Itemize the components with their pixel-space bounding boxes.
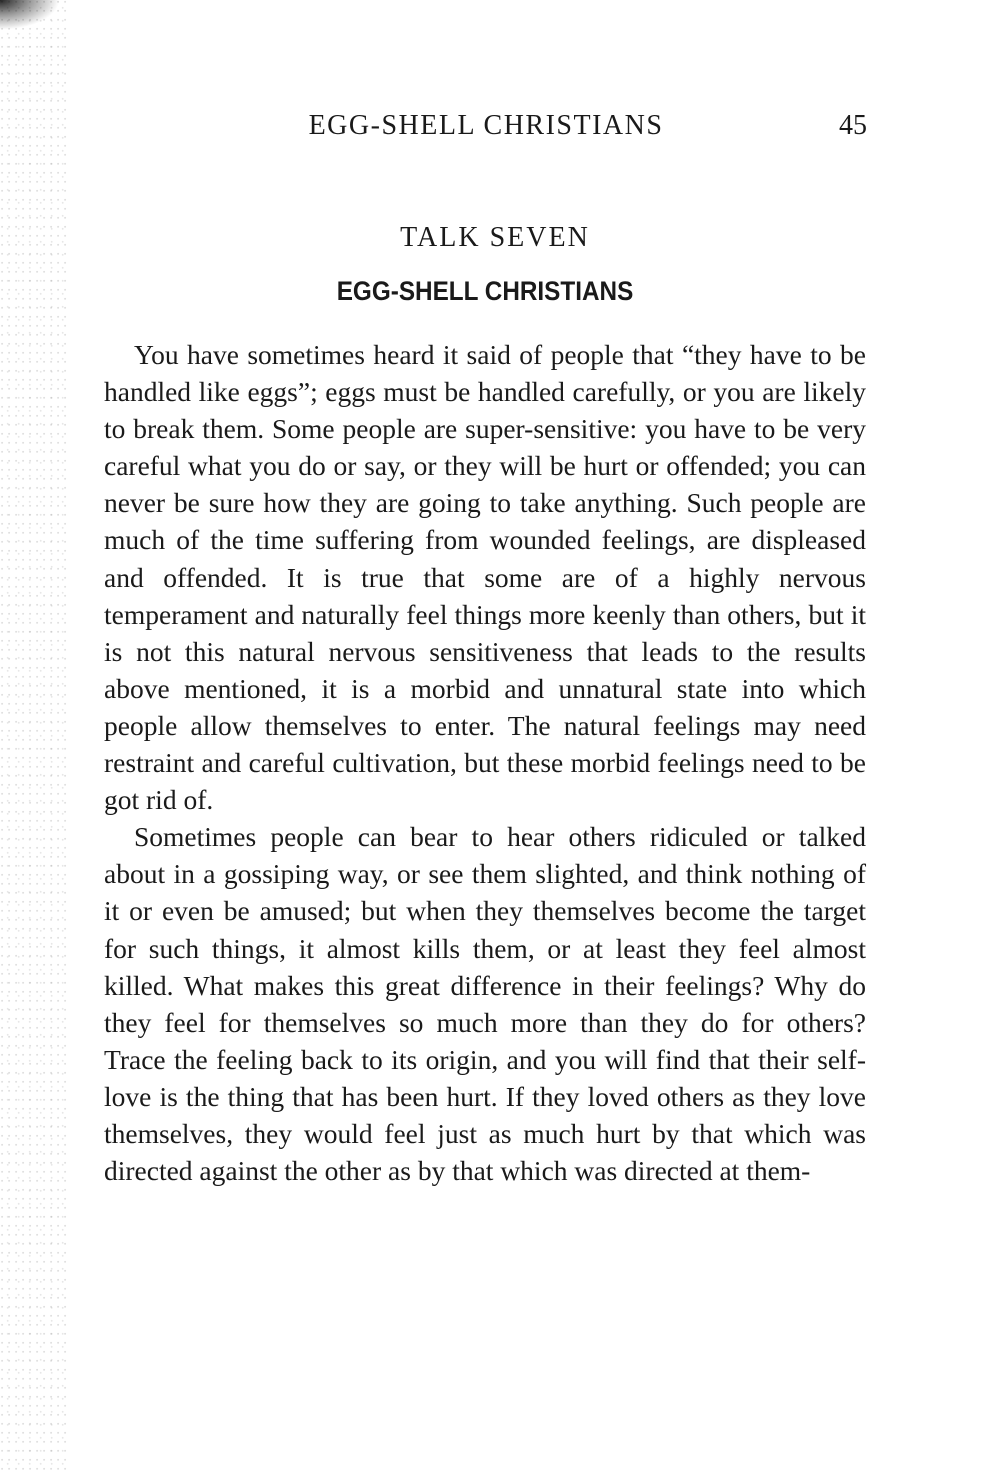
paragraph: You have sometimes heard it said of people that “they have to be handled like eggs”; eggs must be handled carefully, or you are likely to break them. Some people are super-sensitive: you have to be very careful what you do or say, or they will be hurt or offended; you can never be sure how they are going to take anything. Such people are much of the time suffering from wounded feelings, are displeased and offended. It is true that some are of a highly nervous temperament and naturally feel things more keenly than others, but it is not this natural nervous sensitiveness that leads to the results above mentioned, it is a morbid and unnatural state into which people allow themselves to enter. The natural feelings may need restraint and careful cultivation, but these morbid feelings need to be got rid of.	[104, 339, 866, 816]
chapter-title: EGG-SHELL CHRISTIANS	[336, 276, 634, 306]
running-title: EGG-SHELL CHRISTIANS	[308, 110, 664, 141]
page-number: 45	[839, 110, 867, 141]
running-head	[105, 110, 867, 150]
scan-edge-speckle	[0, 0, 70, 1472]
talk-label: TALK SEVEN	[400, 222, 590, 253]
paragraph: Sometimes people can bear to hear others ridiculed or talked about in a gossiping way, or see them slighted, and think nothing of it or even be amused; but when they themselves become the target for such things, it almost kills them, or at least they feel almost killed. What makes this great difference in their feelings? Why do they feel for themselves so much more than they do for others? Trace the feeling back to its origin, and you will find that their self-love is the thing that has been hurt. If they loved others as they love themselves, they would feel just as much hurt by that which was directed against the other as by that which was directed at them-	[104, 821, 866, 1187]
body-text	[104, 336, 866, 1189]
